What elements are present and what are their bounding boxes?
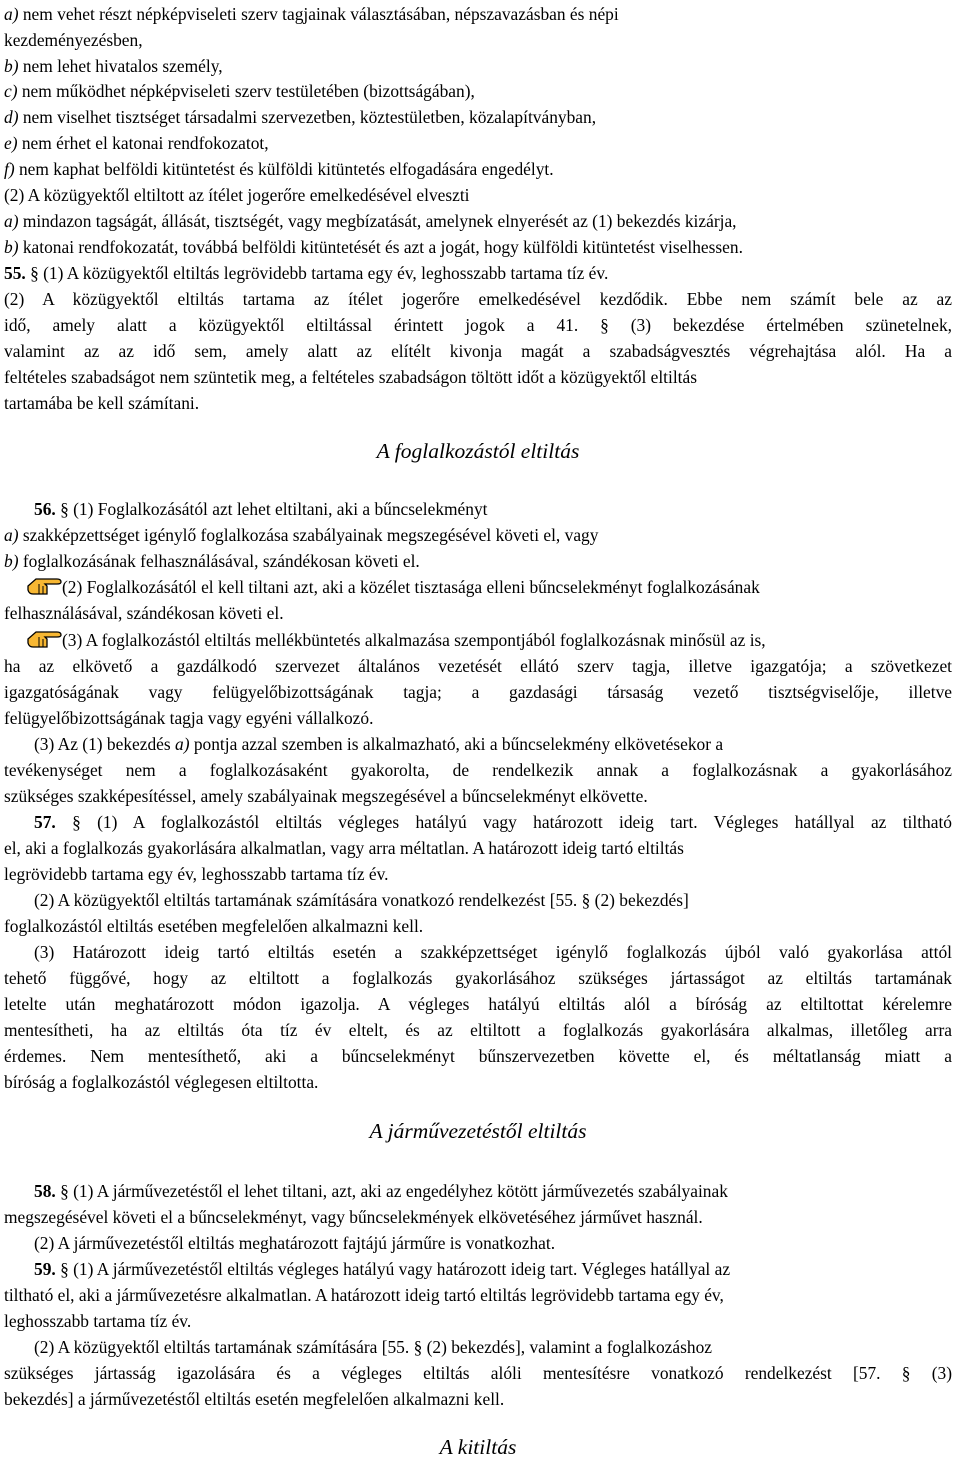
text-line: f) nem kaphat belföldi kitüntetést és külföldi kitüntetés elfogadására engedélyt. — [4, 159, 554, 179]
text-line: leghosszabb tartama tíz év. — [4, 1311, 192, 1331]
text-line: (3) Az (1) bekezdés a) pontja azzal szemben is alkalmazható, aki a bűncselekmény elkövetésekor a — [34, 734, 724, 754]
text-line: felügyelőbizottságának tagja vagy egyéni vállalkozó. — [4, 708, 374, 728]
text-line: (2) A közügyektől eltiltás tartamának számítására [55. § (2) bekezdés], valamint a foglalkozáshoz — [34, 1337, 712, 1357]
text-line: bíróság a foglalkozástól véglegesen eltiltotta. — [4, 1072, 319, 1092]
text-line: idő, amely alatt a közügyektől eltiltással érintett jogok a 41. § (3) bekezdése értelmében szünetelnek, — [4, 315, 952, 335]
text-line: szükséges jártasság igazolására és a végleges eltiltás alóli mentesítésre vonatkozó rendelkezést [57. § (3) — [4, 1363, 952, 1383]
section-heading: A járművezetéstől eltiltás — [369, 1119, 587, 1143]
pointing-hand-icon — [27, 574, 63, 596]
text-line: tevékenységet nem a foglalkozásaként gyakorolta, de rendelkezik annak a foglalkozásnak a gyakorlásához — [4, 760, 952, 780]
text-line: 56. § (1) Foglalkozásától azt lehet eltiltani, aki a bűncselekményt — [34, 499, 488, 519]
text-line: (2) A közügyektől eltiltás tartama az ítélet jogerőre emelkedésével kezdődik. Ebbe nem számít bele az az — [4, 289, 952, 309]
text-line: legrövidebb tartama egy év, leghosszabb tartama tíz év. — [4, 864, 389, 884]
text-line: a) mindazon tagságát, állását, tisztségét, vagy megbízatását, amelynek elnyerését az (1) bekezdés kizárja, — [4, 211, 737, 231]
text-line: b) foglalkozásának felhasználásával, szándékosan követi el. — [4, 551, 420, 571]
text-line: valamint az az idő sem, amely alatt az elítélt kivonja magát a szabadságvesztés végrehajtása alól. Ha a — [4, 341, 952, 361]
text-line: b) nem lehet hivatalos személy, — [4, 56, 223, 76]
text-line: 58. § (1) A járművezetéstől el lehet tiltani, azt, aki az engedélyhez kötött járművezetés szabályainak — [34, 1181, 728, 1201]
text-line: (3) Határozott ideig tartó eltiltás esetén a szakképzettséget igénylő foglalkozás újból való gyakorlása attól — [34, 942, 952, 962]
text-line: feltételes szabadságot nem szüntetik meg, a feltételes szabadságon töltött időt a közügyektől eltiltás — [4, 367, 697, 387]
text-line: (2) A járművezetéstől eltiltás meghatározott fajtájú járműre is vonatkozhat. — [34, 1233, 556, 1253]
text-line: e) nem érhet el katonai rendfokozatot, — [4, 133, 269, 153]
text-line: bekezdés] a járművezetéstől eltiltás esetén megfelelően alkalmazni kell. — [4, 1389, 505, 1409]
text-line: 59. § (1) A járművezetéstől eltiltás végleges hatályú vagy határozott ideig tart. Végleges hatállyal az — [34, 1259, 731, 1279]
text-line: érdemes. Nem mentesíthető, aki a bűncselekményt bűnszervezetben követte el, és méltatlanság miatt a — [4, 1046, 952, 1066]
section-heading: A foglalkozástól eltiltás — [376, 439, 580, 463]
text-line: tehető függővé, hogy az eltiltott a foglalkozás gyakorlásához szükséges jártasságot az eltiltás tartamának — [4, 968, 952, 988]
text-line: letelte után meghatározott módon igazolja. A végleges hatályú eltiltás alól a bíróság az eltiltottat kérelemre — [4, 994, 952, 1014]
text-line: szükséges szakképesítéssel, amely szabályainak megszegésével a bűncselekményt elkövette. — [4, 786, 648, 806]
text-line: tartamába be kell számítani. — [4, 393, 200, 413]
text-line: el, aki a foglalkozás gyakorlására alkalmatlan, vagy arra méltatlan. A határozott ideig tartó eltiltás — [4, 838, 684, 858]
text-line: (3) A foglalkozástól eltiltás mellékbüntetés alkalmazása szempontjából foglalkozásnak minősül az is, — [62, 630, 766, 650]
pointing-hand-icon — [27, 627, 63, 649]
text-line: (2) Foglalkozásától el kell tiltani azt, aki a közélet tisztasága elleni bűncselekményt foglalkozásának — [62, 577, 760, 597]
text-line: d) nem viselhet tisztséget társadalmi szervezetben, köztestületben, közalapítványban, — [4, 107, 597, 127]
text-line: igazgatóságának vagy felügyelőbizottságának tagja; a gazdasági társaság vezető tisztségviselője, illetve — [4, 682, 952, 702]
text-line: ha az elkövető a gazdálkodó szervezet általános vezetését ellátó szerv tagja, illetve igazgatója; a szövetkezet — [4, 656, 952, 676]
text-line: foglalkozástól eltiltás esetében megfelelően alkalmazni kell. — [4, 916, 424, 936]
text-line: c) nem működhet népképviseleti szerv testületében (bizottságában), — [4, 81, 475, 101]
text-line: a) nem vehet részt népképviseleti szerv tagjainak választásában, népszavazásban és népi — [4, 4, 619, 24]
text-line: (2) A közügyektől eltiltott az ítélet jogerőre emelkedésével elveszti — [4, 185, 470, 205]
text-line: mentesítheti, ha az eltiltás óta tíz év eltelt, és az eltiltott a foglalkozás gyakorlására alkalmas, illetőleg arra — [4, 1020, 952, 1040]
text-line: a) szakképzettséget igénylő foglalkozása szabályainak megszegésével követi el, vagy — [4, 525, 599, 545]
text-line: 55. § (1) A közügyektől eltiltás legrövidebb tartama egy év, leghosszabb tartama tíz év. — [4, 263, 609, 283]
text-line: 57. § (1) A foglalkozástól eltiltás végleges hatályú vagy határozott ideig tart. Végleges hatállyal az tiltható — [34, 812, 952, 832]
section-heading: A kitiltás — [439, 1435, 517, 1459]
text-line: kezdeményezésben, — [4, 30, 143, 50]
text-line: megszegésével követi el a bűncselekményt, vagy bűncselekmények elkövetéséhez járművet használ. — [4, 1207, 703, 1227]
text-line: (2) A közügyektől eltiltás tartamának számítására vonatkozó rendelkezést [55. § (2) bekezdés] — [34, 890, 689, 910]
text-line: tiltható el, aki a járművezetésre alkalmatlan. A határozott ideig tartó eltiltás legrövidebb tartama egy év, — [4, 1285, 724, 1305]
text-line: felhasználásával, szándékosan követi el. — [4, 603, 284, 623]
text-line: b) katonai rendfokozatát, továbbá belföldi kitüntetését és azt a jogát, hogy külföldi kitüntetést viselhessen. — [4, 237, 743, 257]
